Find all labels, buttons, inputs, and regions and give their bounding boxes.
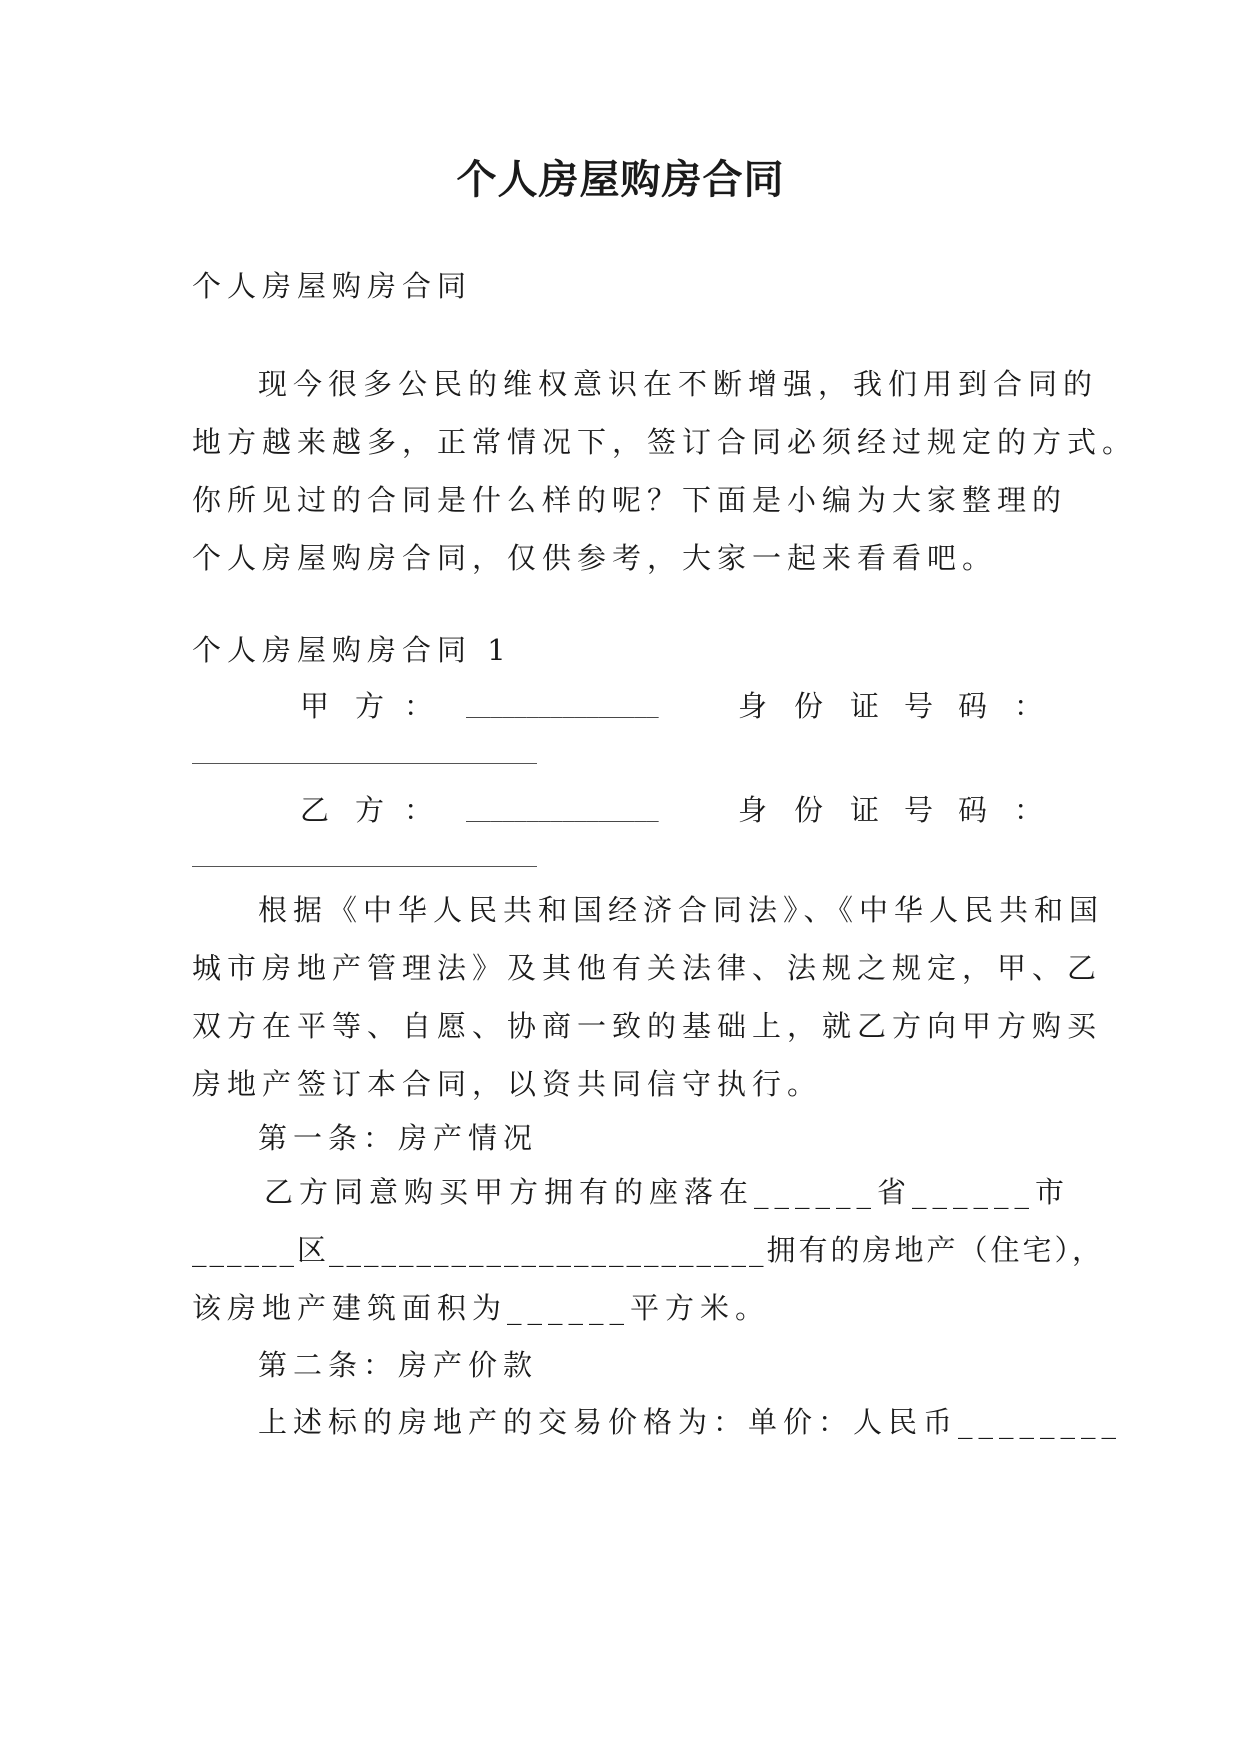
basis-line-2: 城市房地产管理法》及其他有关法律、法规之规定，甲、乙	[192, 951, 1103, 985]
party-b-colon: ：	[404, 793, 434, 827]
party-a-id-char-3: 证	[850, 689, 880, 723]
party-b-id-char-4: 号	[904, 793, 934, 827]
basis-line-3: 双方在平等、自愿、协商一致的基础上，就乙方向甲方购买	[192, 1009, 1103, 1043]
party-b-id-char-1: 身	[738, 793, 768, 827]
intro-line-4: 个人房屋购房合同，仅供参考，大家一起来看看吧。	[192, 541, 998, 575]
party-a-name-blank: ________________	[466, 694, 659, 718]
intro-line-3: 你所见过的合同是什么样的呢？下面是小编为大家整理的	[192, 483, 1068, 517]
party-b-label-2: 方	[355, 793, 385, 827]
party-b-id-blank	[192, 866, 537, 867]
party-a-colon: ：	[404, 689, 434, 723]
party-b-label-1: 乙	[300, 793, 330, 827]
party-a-label-1: 甲	[300, 689, 330, 723]
basis-line-4: 房地产签订本合同，以资共同信守执行。	[192, 1067, 823, 1101]
party-a-id-char-4: 号	[904, 689, 934, 723]
article-2-title: 第二条：房产价款	[258, 1348, 539, 1382]
party-a-id-blank	[192, 763, 537, 764]
party-b-id-char-3: 证	[850, 793, 880, 827]
section-title: 个人房屋购房合同 1	[192, 633, 512, 667]
basis-line-1: 根据《中华人民共和国经济合同法》、《中华人民共和国	[258, 893, 1105, 927]
party-a-id-char-6: ：	[1014, 689, 1044, 723]
party-b-id-char-6: ：	[1014, 793, 1044, 827]
party-b-id-char-5: 码	[958, 793, 988, 827]
document-subtitle: 个人房屋购房合同	[192, 269, 473, 303]
article-2-line-1: 上述标的房地产的交易价格为：单价：人民币________	[258, 1405, 1123, 1439]
party-b-name-blank: ________________	[466, 798, 659, 822]
party-b-id-char-2: 份	[794, 793, 824, 827]
document-title: 个人房屋购房合同	[456, 156, 785, 203]
party-a-id-char-5: 码	[958, 689, 988, 723]
party-a-id-char-1: 身	[738, 689, 768, 723]
article-1-title: 第一条：房产情况	[258, 1121, 539, 1155]
party-a-id-char-2: 份	[794, 689, 824, 723]
article-1-line-2: ______区_________________________拥有的房地产（住宅），	[192, 1233, 1105, 1267]
article-1-line-3: 该房地产建筑面积为______平方米。	[192, 1291, 771, 1325]
article-1-line-1: 乙方同意购买甲方拥有的座落在______省______市	[264, 1175, 1071, 1209]
party-a-label-2: 方	[355, 689, 385, 723]
intro-line-1: 现今很多公民的维权意识在不断增强，我们用到合同的	[258, 367, 1099, 401]
intro-line-2: 地方越来越多，正常情况下，签订合同必须经过规定的方式。	[192, 425, 1138, 459]
